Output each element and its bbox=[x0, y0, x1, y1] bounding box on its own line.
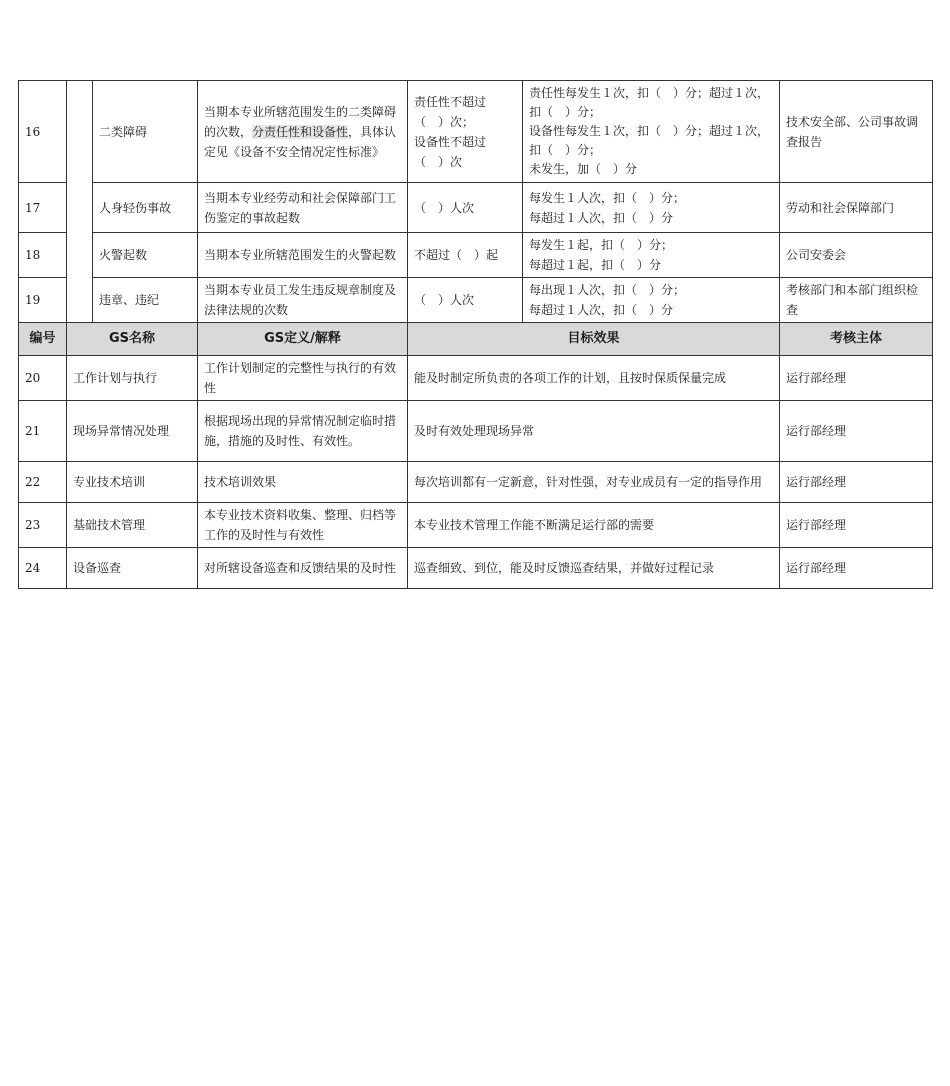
assessor: 运行部经理 bbox=[780, 401, 933, 462]
indicator-name: 人身轻伤事故 bbox=[93, 183, 198, 233]
header-gs-name: GS名称 bbox=[67, 323, 198, 356]
gs-name: 工作计划与执行 bbox=[67, 356, 198, 401]
gs-definition: 技术培训效果 bbox=[198, 462, 408, 503]
gs-name: 专业技术培训 bbox=[67, 462, 198, 503]
gs-name: 基础技术管理 bbox=[67, 503, 198, 548]
table-row bbox=[19, 503, 933, 548]
header-number: 编号 bbox=[19, 323, 67, 356]
scoring-rule: 每发生１人次，扣（ ）分； 每超过１人次，扣（ ）分 bbox=[523, 183, 780, 233]
target-value: 不超过（ ）起 bbox=[408, 233, 523, 278]
indicator-name: 违章、违纪 bbox=[93, 278, 198, 323]
indicator-name: 火警起数 bbox=[93, 233, 198, 278]
gs-name: 现场异常情况处理 bbox=[67, 401, 198, 462]
category-cell bbox=[67, 81, 93, 323]
scoring-rule: 责任性每发生１次，扣（ ）分；超过１次，扣（ ）分； 设备性每发生１次，扣（ ）分；超过１次，扣（ ）分； 未发生，加（ ）分 bbox=[523, 81, 780, 183]
indicator-definition: 当期本专业经劳动和社会保障部门工伤鉴定的事故起数 bbox=[198, 183, 408, 233]
assessor: 运行部经理 bbox=[780, 356, 933, 401]
data-source: 考核部门和本部门组织检查 bbox=[780, 278, 933, 323]
table-row bbox=[19, 233, 933, 278]
target-effect: 本专业技术管理工作能不断满足运行部的需要 bbox=[408, 503, 780, 548]
scoring-rule: 每出现１人次，扣（ ）分； 每超过１人次，扣（ ）分 bbox=[523, 278, 780, 323]
target-value: （ ）人次 bbox=[408, 183, 523, 233]
table-row bbox=[19, 548, 933, 589]
table-row bbox=[19, 462, 933, 503]
assessor: 运行部经理 bbox=[780, 462, 933, 503]
header-gs-definition: GS定义/解释 bbox=[198, 323, 408, 356]
table-row bbox=[19, 81, 933, 183]
table-row bbox=[19, 356, 933, 401]
target-value: （ ）人次 bbox=[408, 278, 523, 323]
header-assessor: 考核主体 bbox=[780, 323, 933, 356]
row-number: 21 bbox=[19, 401, 67, 462]
gs-definition: 工作计划制定的完整性与执行的有效性 bbox=[198, 356, 408, 401]
indicator-definition: 当期本专业员工发生违反规章制度及法律法规的次数 bbox=[198, 278, 408, 323]
highlighted-text: 分责任性和设备性 bbox=[252, 124, 349, 139]
table-row bbox=[19, 183, 933, 233]
indicator-definition: 当期本专业所辖范围发生的火警起数 bbox=[198, 233, 408, 278]
target-effect: 每次培训都有一定新意，针对性强，对专业成员有一定的指导作用 bbox=[408, 462, 780, 503]
row-number: 16 bbox=[19, 81, 67, 183]
target-effect: 能及时制定所负责的各项工作的计划，且按时保质保量完成 bbox=[408, 356, 780, 401]
data-source: 劳动和社会保障部门 bbox=[780, 183, 933, 233]
row-number: 24 bbox=[19, 548, 67, 589]
assessor: 运行部经理 bbox=[780, 503, 933, 548]
target-effect: 巡查细致、到位，能及时反馈巡查结果，并做好过程记录 bbox=[408, 548, 780, 589]
row-number: 20 bbox=[19, 356, 67, 401]
data-source: 公司安委会 bbox=[780, 233, 933, 278]
row-number: 23 bbox=[19, 503, 67, 548]
gs-definition: 对所辖设备巡查和反馈结果的及时性 bbox=[198, 548, 408, 589]
data-source: 技术安全部、公司事故调查报告 bbox=[780, 81, 933, 183]
scoring-rule: 每发生１起，扣（ ）分； 每超过１起，扣（ ）分 bbox=[523, 233, 780, 278]
target-effect: 及时有效处理现场异常 bbox=[408, 401, 780, 462]
gs-header-row bbox=[19, 323, 933, 356]
header-target-effect: 目标效果 bbox=[408, 323, 780, 356]
row-number: 17 bbox=[19, 183, 67, 233]
row-number: 19 bbox=[19, 278, 67, 323]
table-row bbox=[19, 401, 933, 462]
kpi-table bbox=[18, 80, 933, 589]
indicator-definition: 当期本专业所辖范围发生的二类障碍的次数，分责任性和设备性，具体认定见《设备不安全情况定性标准》 bbox=[198, 81, 408, 183]
row-number: 22 bbox=[19, 462, 67, 503]
indicator-name: 二类障碍 bbox=[93, 81, 198, 183]
gs-name: 设备巡查 bbox=[67, 548, 198, 589]
gs-definition: 本专业技术资料收集、整理、归档等工作的及时性与有效性 bbox=[198, 503, 408, 548]
gs-definition: 根据现场出现的异常情况制定临时措施，措施的及时性、有效性。 bbox=[198, 401, 408, 462]
table-row bbox=[19, 278, 933, 323]
row-number: 18 bbox=[19, 233, 67, 278]
target-value: 责任性不超过（ ）次； 设备性不超过（ ）次 bbox=[408, 81, 523, 183]
assessor: 运行部经理 bbox=[780, 548, 933, 589]
